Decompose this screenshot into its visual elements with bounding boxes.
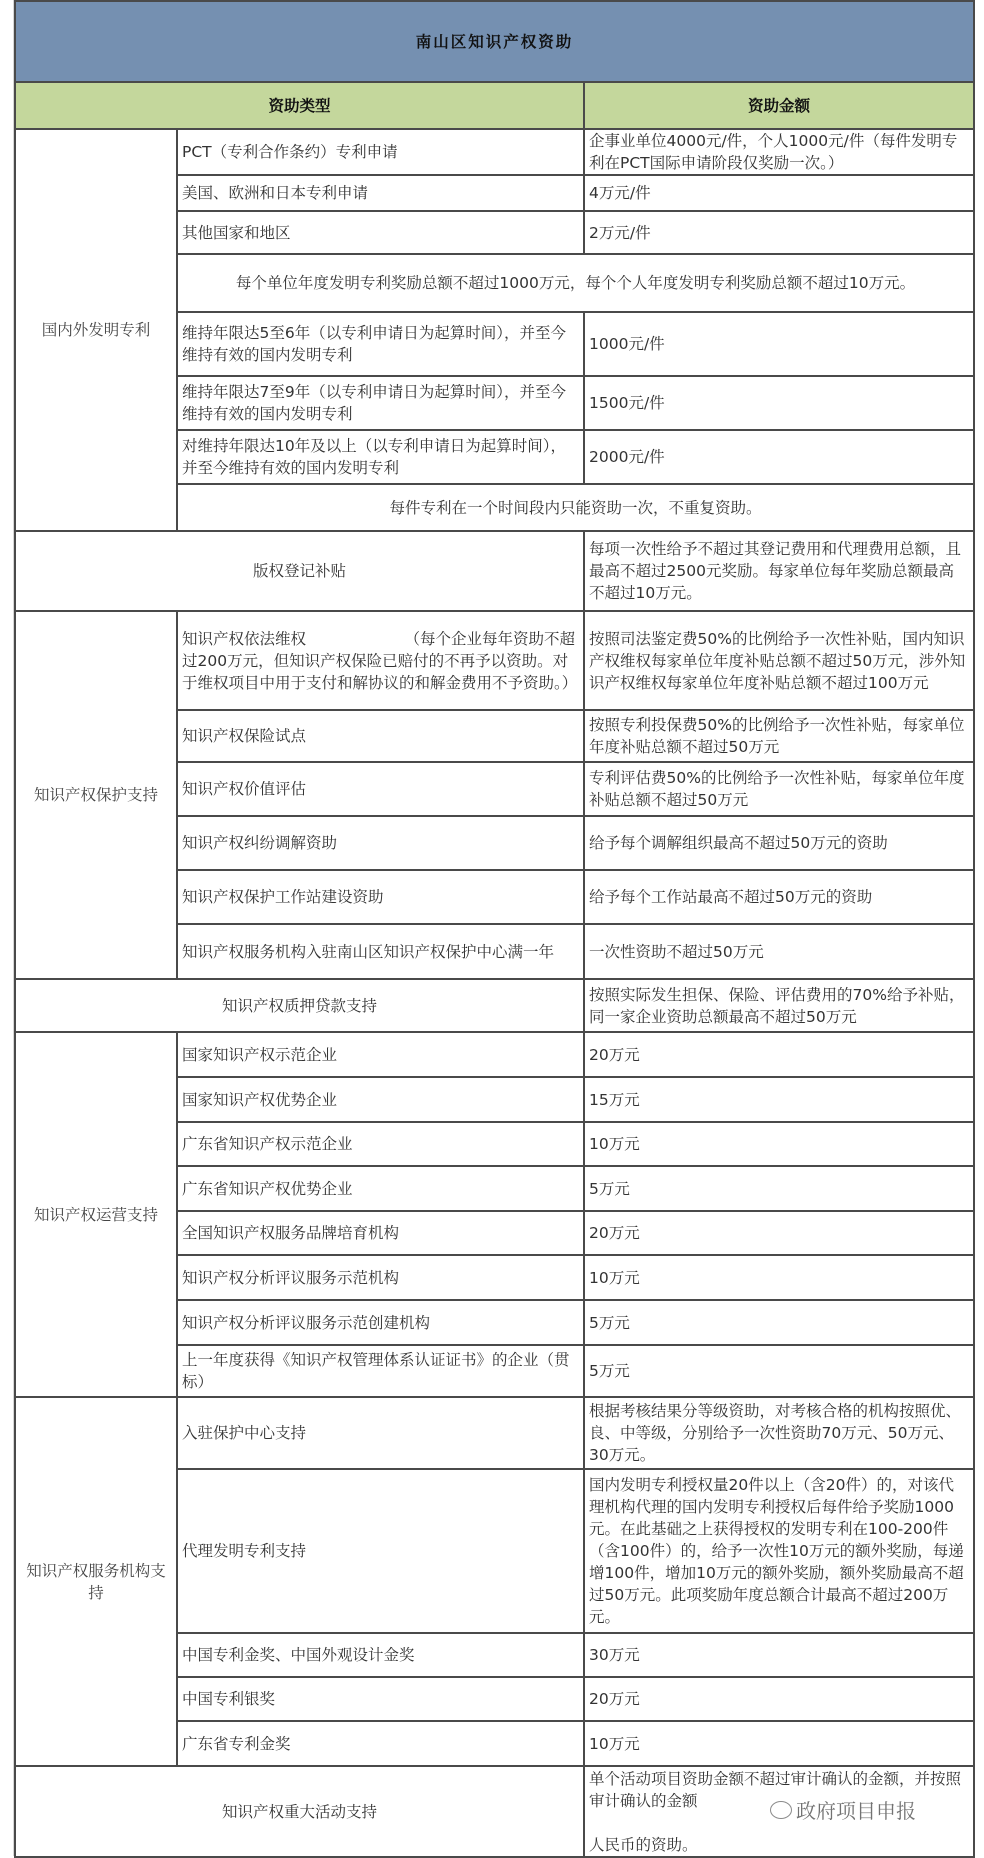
- item-cell: PCT（专利合作条约）专利申请: [177, 129, 584, 175]
- watermark-text: 政府项目申报: [796, 1799, 916, 1823]
- amount-cell: 15万元: [584, 1077, 974, 1122]
- amount-cell: 专利评估费50%的比例给予一次性补贴，每家单位年度补贴总额不超过50万元: [584, 762, 974, 816]
- page-title: 南山区知识产权资助: [15, 1, 974, 82]
- amount-cell: 按照司法鉴定费50%的比例给予一次性补贴，国内知识产权维权每家单位年度补贴总额不超过50万元，涉外知识产权维权每家单位年度补贴总额不超过100万元: [584, 611, 974, 710]
- amount-cell: 1500元/件: [584, 376, 974, 430]
- item-cell: 知识产权分析评议服务示范机构: [177, 1255, 584, 1300]
- item-cell: 上一年度获得《知识产权管理体系认证证书》的企业（贯标）: [177, 1345, 584, 1397]
- amount-cell: 10万元: [584, 1255, 974, 1300]
- amount-cell: 5万元: [584, 1345, 974, 1397]
- amount-cell: 30万元: [584, 1633, 974, 1677]
- table-row: [15, 1397, 974, 1469]
- amount-cell: 给予每个工作站最高不超过50万元的资助: [584, 870, 974, 924]
- table-row: [15, 979, 974, 1032]
- cap-note: 每个单位年度发明专利奖励总额不超过1000万元，每个个人年度发明专利奖励总额不超过10万元。: [177, 254, 974, 312]
- amount-cell: 5万元: [584, 1300, 974, 1345]
- item-cell: 广东省知识产权示范企业: [177, 1122, 584, 1166]
- header-row: [15, 82, 974, 129]
- section-label-invention: 国内外发明专利: [15, 129, 177, 531]
- amount-cell: 20万元: [584, 1677, 974, 1721]
- once-note: 每件专利在一个时间段内只能资助一次，不重复资助。: [177, 484, 974, 531]
- item-cell: 知识产权服务机构入驻南山区知识产权保护中心满一年: [177, 924, 584, 979]
- item-cell: 入驻保护中心支持: [177, 1397, 584, 1469]
- amount-cell: 企事业单位4000元/件，个人1000元/件（每件发明专利在PCT国际申请阶段仅奖励一次。）: [584, 129, 974, 175]
- amount-cell: 按照实际发生担保、保险、评估费用的70%给予补贴，同一家企业资助总额最高不超过50万元: [584, 979, 974, 1032]
- amount-cell: 2万元/件: [584, 211, 974, 254]
- item-cell: 维持年限达7至9年（以专利申请日为起算时间），并至今维持有效的国内发明专利: [177, 376, 584, 430]
- item-cell: 知识产权分析评议服务示范创建机构: [177, 1300, 584, 1345]
- amount-cell: 按照专利投保费50%的比例给予一次性补贴，每家单位年度补贴总额不超过50万元: [584, 710, 974, 762]
- item-cell: 知识产权保险试点: [177, 710, 584, 762]
- amount-cell: 每项一次性给予不超过其登记费用和代理费用总额，且最高不超过2500元奖励。每家单位每年奖励总额最高不超过10万元。: [584, 531, 974, 611]
- section-label-copyright: 版权登记补贴: [15, 531, 584, 611]
- header-type: 资助类型: [15, 82, 584, 129]
- section-label-pledge: 知识产权质押贷款支持: [15, 979, 584, 1032]
- item-cell: 对维持年限达10年及以上（以专利申请日为起算时间），并至今维持有效的国内发明专利: [177, 430, 584, 484]
- item-cell: 广东省知识产权优势企业: [177, 1166, 584, 1211]
- amount-cell: 20万元: [584, 1032, 974, 1077]
- amount-cell: 20万元: [584, 1211, 974, 1255]
- item-cell: 知识产权保护工作站建设资助: [177, 870, 584, 924]
- amount-cell: 根据考核结果分等级资助，对考核合格的机构按照优、良、中等级，分别给予一次性资助70万元、50万元、30万元。: [584, 1397, 974, 1469]
- section-label-service: 知识产权服务机构支持: [15, 1397, 177, 1766]
- item-cell: 代理发明专利支持: [177, 1469, 584, 1633]
- section-label-protection: 知识产权保护支持: [15, 611, 177, 979]
- table-row: [15, 1032, 974, 1077]
- watermark: [768, 1795, 918, 1824]
- amount-cell: 给予每个调解组织最高不超过50万元的资助: [584, 816, 974, 870]
- item-cell: 美国、欧洲和日本专利申请: [177, 175, 584, 211]
- amount-cell: 1000元/件: [584, 312, 974, 376]
- amount-cell: 4万元/件: [584, 175, 974, 211]
- amount-cell: 2000元/件: [584, 430, 974, 484]
- funding-table: [14, 0, 975, 1858]
- amount-cell: 10万元: [584, 1122, 974, 1166]
- amount-cell: 一次性资助不超过50万元: [584, 924, 974, 979]
- item-cell: 中国专利银奖: [177, 1677, 584, 1721]
- item-cell: 中国专利金奖、中国外观设计金奖: [177, 1633, 584, 1677]
- item-cell: 知识产权依法维权 （每个企业每年资助不超过200万元，但知识产权保险已赔付的不再予以资助。对于维权项目中用于支付和解协议的和解金费用不予资助。）: [177, 611, 584, 710]
- item-cell: 广东省专利金奖: [177, 1721, 584, 1766]
- item-cell: 国家知识产权优势企业: [177, 1077, 584, 1122]
- item-cell: 维持年限达5至6年（以专利申请日为起算时间），并至今维持有效的国内发明专利: [177, 312, 584, 376]
- amount-cell: 10万元: [584, 1721, 974, 1766]
- wechat-bubble-icon: [770, 1801, 792, 1819]
- item-cell: 国家知识产权示范企业: [177, 1032, 584, 1077]
- title-row: [15, 1, 974, 82]
- header-amount: 资助金额: [584, 82, 974, 129]
- table-row: [15, 129, 974, 175]
- item-cell: 其他国家和地区: [177, 211, 584, 254]
- major-amount-tail: 人民币的资助。: [589, 1835, 698, 1854]
- item-cell: 知识产权纠纷调解资助: [177, 816, 584, 870]
- section-label-operation: 知识产权运营支持: [15, 1032, 177, 1397]
- section-label-major: 知识产权重大活动支持: [15, 1766, 584, 1857]
- table-row: [15, 531, 974, 611]
- major-amount-visible: 单个活动项目资助金额不超过审计确认的金额，并按照审计确认的金额: [589, 1769, 962, 1810]
- amount-cell: 国内发明专利授权量20件以上（含20件）的，对该代理机构代理的国内发明专利授权后每件给予奖励1000元。在此基础之上获得授权的发明专利在100-200件（含100件）的，给予一次性10万元的额外奖励，每递增100件，增加10万元的额外奖励，额外奖励最高不超过50万元。此项奖励年度总额合计最高不超过200万元。: [584, 1469, 974, 1633]
- item-cell: 知识产权价值评估: [177, 762, 584, 816]
- table-row: [15, 611, 974, 710]
- item-cell: 全国知识产权服务品牌培育机构: [177, 1211, 584, 1255]
- amount-cell: 5万元: [584, 1166, 974, 1211]
